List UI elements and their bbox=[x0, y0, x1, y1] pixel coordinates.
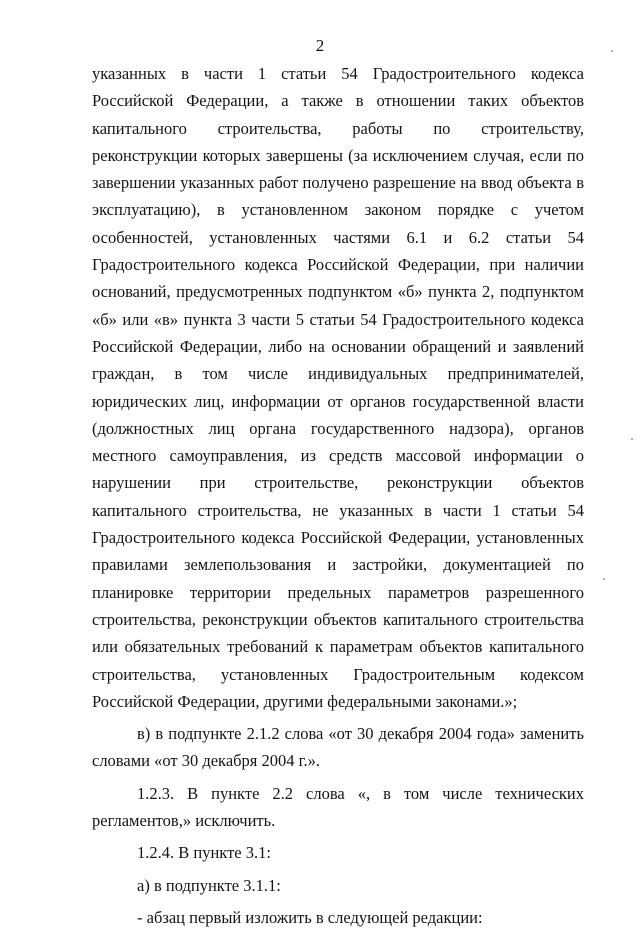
paragraph-item-v: в) в подпункте 2.1.2 слова «от 30 декабря 2004 года» заменить словами «от 30 декабря 2004 г.». bbox=[92, 724, 584, 771]
page-number: 2 bbox=[315, 36, 325, 55]
document-body bbox=[92, 60, 584, 931]
paragraph-1-2-4: 1.2.4. В пункте 3.1: bbox=[137, 843, 271, 863]
paragraph-item-a: а) в подпункте 3.1.1: bbox=[137, 875, 281, 895]
paragraph-abzac: - абзац первый изложить в следующей редакции: bbox=[137, 907, 483, 927]
scan-speck bbox=[631, 438, 633, 440]
paragraph-1-2-3: 1.2.3. В пункте 2.2 слова «, в том числе технических регламентов,» исключить. bbox=[92, 783, 584, 831]
scan-speck bbox=[603, 578, 605, 580]
scan-speck bbox=[611, 50, 613, 52]
paragraph-continuation: указанных в части 1 статьи 54 Градостроительного кодекса Российской Федерации, а также в отношении таких объектов капитального строительства, работы по строительству, реконструкции которых завершены (за исключением случая, если по завершении указанных работ получено разрешение на ввод объекта в эксплуатацию), в установленном законом порядке с учетом особенностей, установленных частями 6.1 и 6.2 статьи 54 Градостроительного кодекса Российской Федерации, при наличии оснований, предусмотренных подпунктом «б» пункта 2, подпунктом «б» или «в» пункта 3 части 5 статьи 54 Градостроительного кодекса Российской Федерации, либо на основании обращений и заявлений граждан, в том числе индивидуальных предпринимателей, юридических лиц, информации от органов государственной власти (должностных лиц органа государственного надзора), органов местного самоуправления, из средств массовой информации о нарушении при строительстве, реконструкции объектов капитального строительства, не указанных в части 1 статьи 54 Градостроительного кодекса Российской Федерации, установленных правилами землепользования и застройки, документацией по планировке территории предельных параметров разрешенного строительства, реконструкции объектов капитального строительства или обязательных требований к параметрам объектов капитального строительства, установленных Градостроительным кодексом Российской Федерации, другими федеральными законами.»; bbox=[92, 64, 584, 711]
